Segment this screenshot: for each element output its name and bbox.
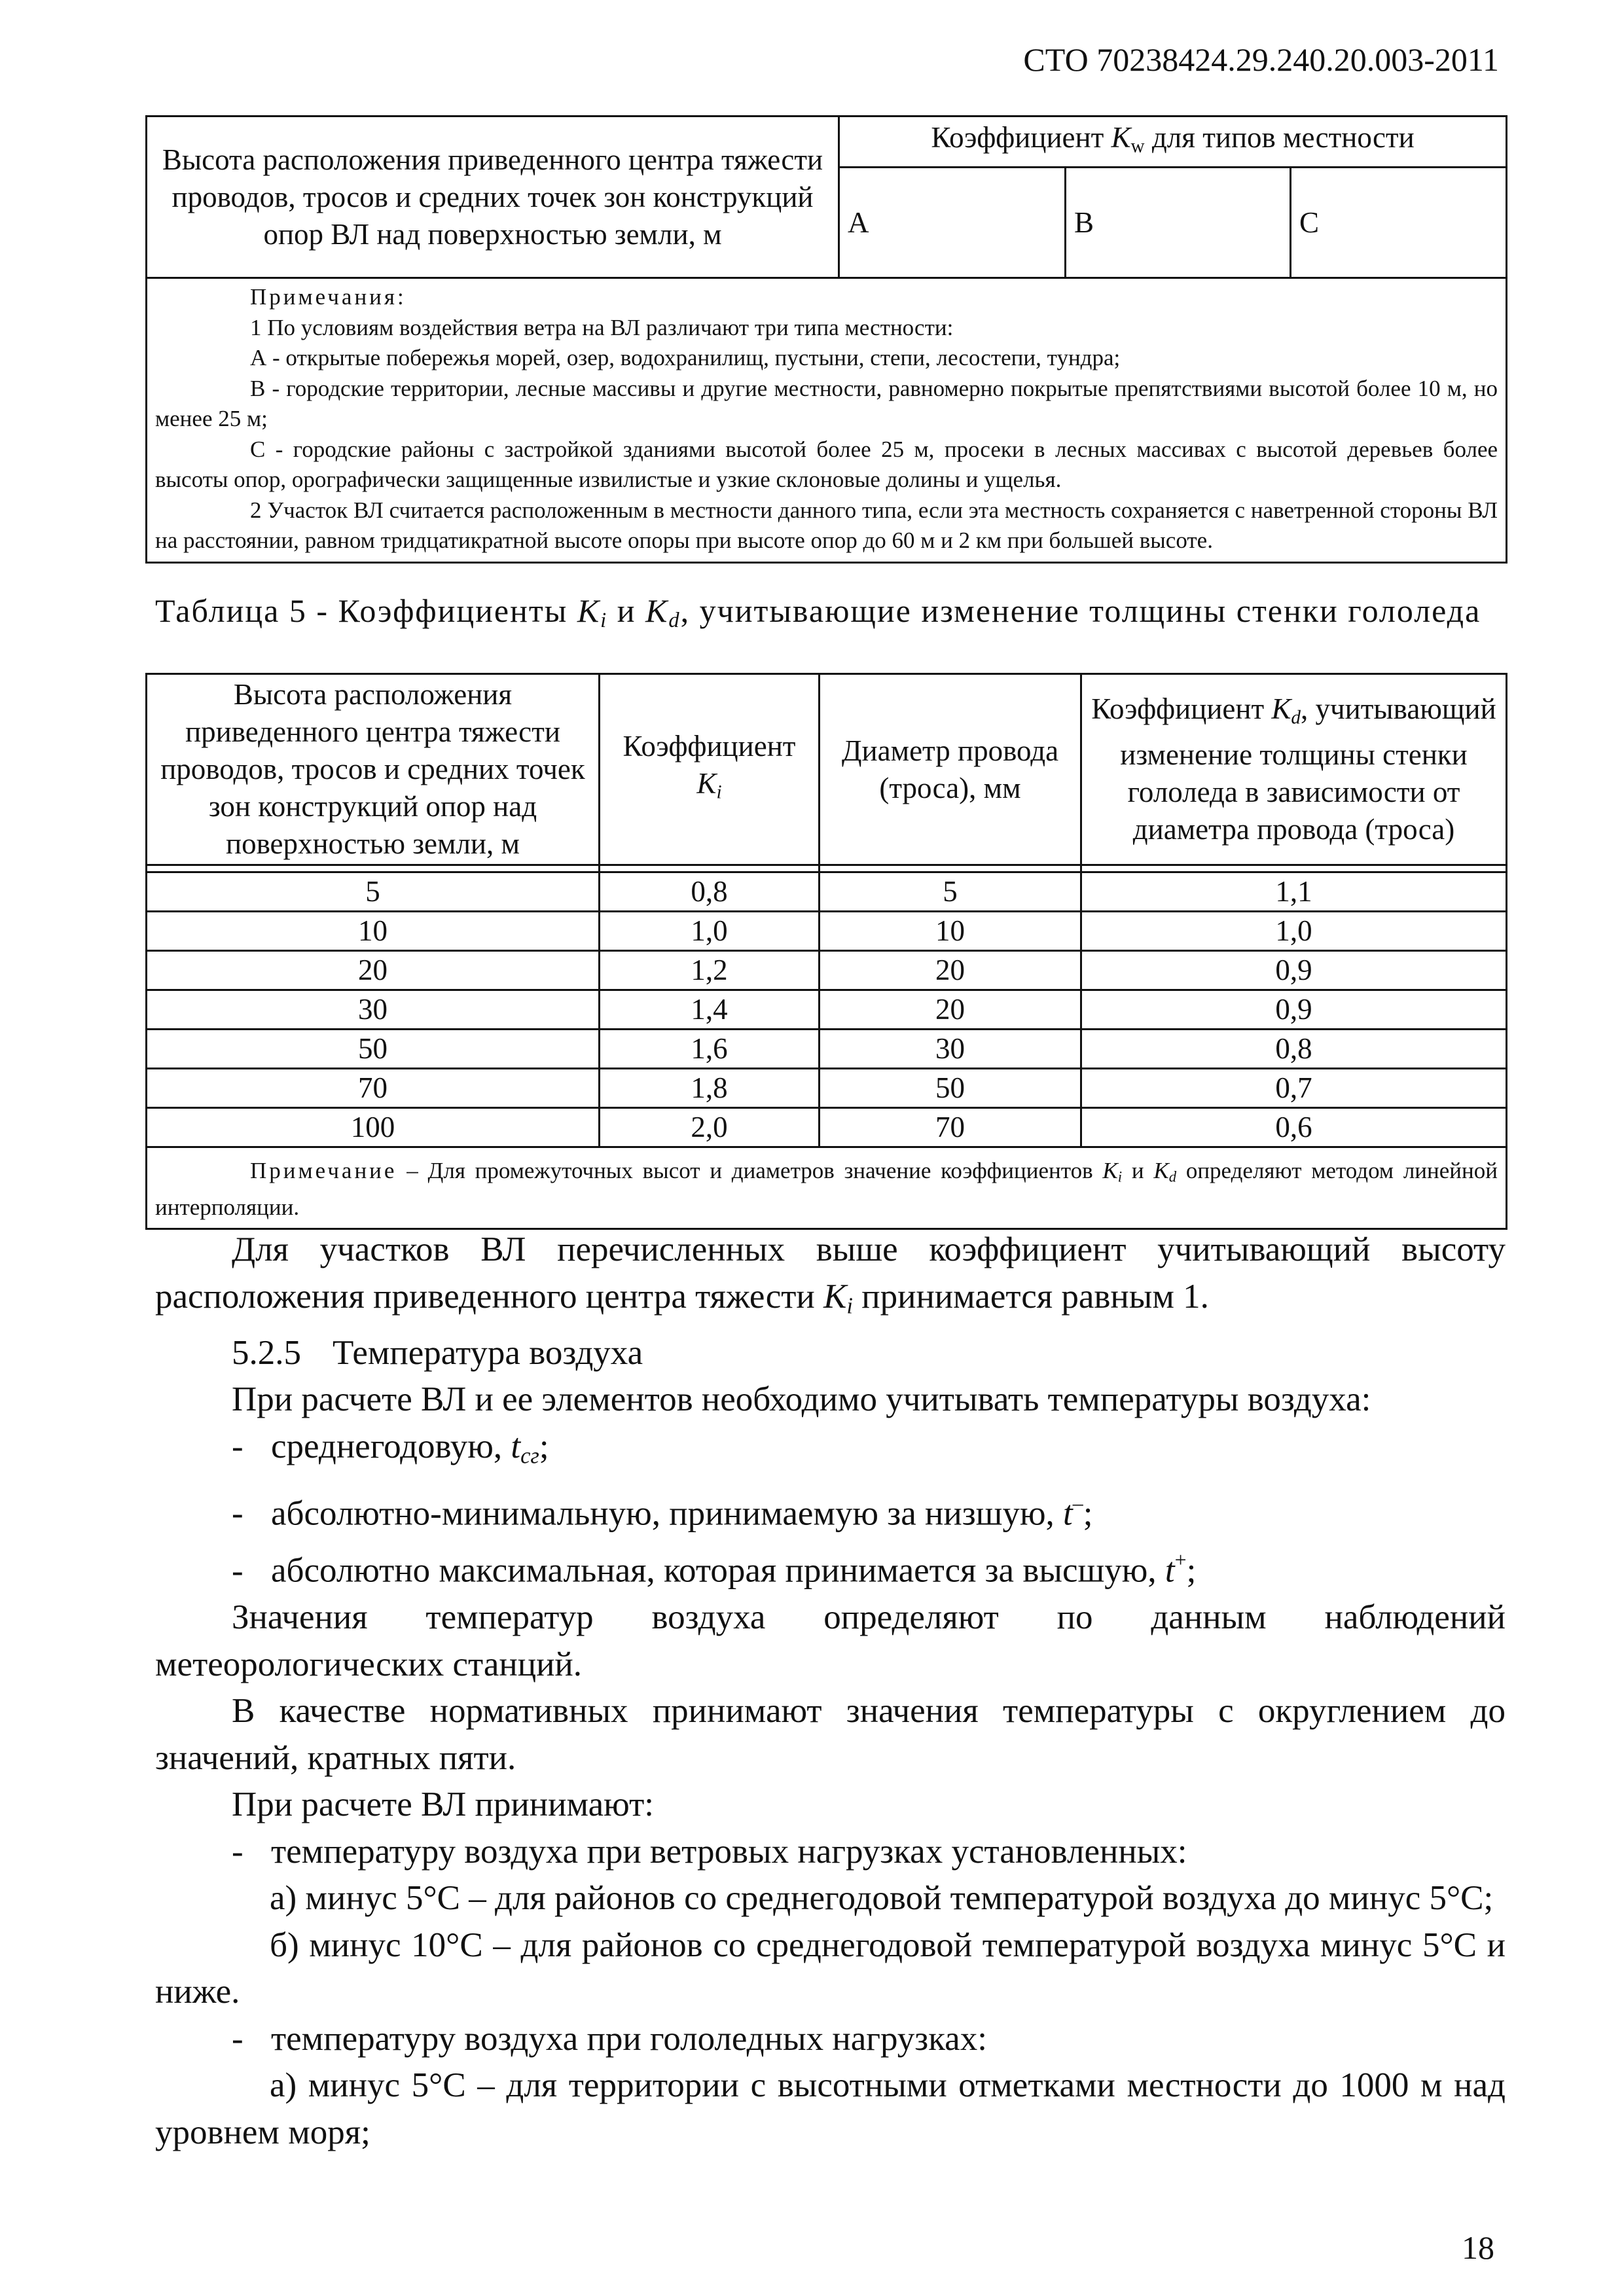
paragraph-meteo: Значения температур воздуха определяют по данным наблюдений метеорологических станций.	[155, 1598, 1506, 1683]
header-height-column: Высота расположения приведенного центра тяжести проводов, тросов и средних точек зон конструкций опор ВЛ над поверхностью земли, м	[147, 117, 839, 278]
header-ki: Коэффициент $K_i$	[600, 674, 820, 865]
note-1c: С - городские районы с застройкой зданиями высотой более 25 м, просеки в лесных массивах с высотой деревьев более высоты опор, орографически защищенные извилистые и узкие склоновые долины и ущелья.	[155, 436, 1498, 493]
table5-caption: Таблица 5 - Коэффициенты $K_i$ и $K_d$, учитывающие изменение толщины стенки гололеда	[155, 592, 1481, 633]
section-number: 5.2.5	[232, 1333, 301, 1372]
sub-item-wind-b: б) минус 10°С – для районов со среднегодовой температурой воздуха минус 5°С и ниже.	[155, 1926, 1506, 2011]
sub-item-wind-a: а) минус 5°С – для районов со среднегодовой температурой воздуха до минус 5°С;	[270, 1879, 1494, 1918]
notes-title: Примечания:	[250, 284, 406, 310]
table5-note: Примечание – Для промежуточных высот и диаметров значение коэффициентов $K_i$ и $K_d$ определяют методом линейной интерполяции.	[147, 1147, 1507, 1229]
note-2: 2 Участок ВЛ считается расположенным в местности данного типа, если эта местность сохраняется с наветренной стороны ВЛ на расстоянии, равном тридцатикратной высоте опоры при высоте опор до 60 м и 2 км при большей высоте.	[155, 497, 1498, 554]
terrain-type-c: C	[1291, 168, 1507, 278]
paragraph-calc: При расчете ВЛ принимают:	[232, 1785, 654, 1824]
sub-item-ice-a: а) минус 5°С – для территории с высотными отметками местности до 1000 м над уровнем моря;	[155, 2066, 1506, 2151]
paragraph-rounding: В качестве нормативных принимают значения температуры с округлением до значений, кратных пяти.	[155, 1692, 1506, 1777]
terrain-type-b: B	[1066, 168, 1291, 278]
note-1: 1 По условиям воздействия ветра на ВЛ различают три типа местности:	[250, 314, 954, 340]
paragraph-ki: Для участков ВЛ перечисленных выше коэффициент учитывающий высоту расположения приведенного центра тяжести $K_i$ принимается равным 1.	[155, 1230, 1506, 1319]
table-row: 5 0,8 5 1,1	[147, 872, 1507, 912]
body-text	[155, 1227, 1506, 2156]
page-number: 18	[1462, 2229, 1494, 2266]
header-kd: Коэффициент $K_d$, учитывающий изменение толщины стенки гололеда в зависимости от диаметра провода (троса)	[1081, 674, 1507, 865]
list-item: - абсолютно-минимальную, принимаемую за низшую, t–;	[232, 1491, 1093, 1532]
document-code: СТО 70238424.29.240.20.003-2011	[1023, 41, 1499, 78]
table-row: 70 1,8 50 0,7	[147, 1069, 1507, 1108]
table-row: 20 1,2 20 0,9	[147, 951, 1507, 990]
note-1a: А - открытые побережья морей, озер, водохранилищ, пустыни, степи, лесостепи, тундра;	[250, 345, 1121, 371]
paragraph-temperatures: При расчете ВЛ и ее элементов необходимо учитывать температуры воздуха:	[232, 1380, 1371, 1419]
header-height: Высота расположения приведенного центра тяжести проводов, тросов и средних точек зон конструкций опор над поверхностью земли, м	[147, 674, 600, 865]
terrain-type-a: A	[839, 168, 1066, 278]
table-row: 30 1,4 20 0,9	[147, 990, 1507, 1030]
table5	[145, 673, 1507, 1230]
table-row: 50 1,6 30 0,8	[147, 1030, 1507, 1069]
section-heading	[155, 1330, 1506, 1377]
list-item: - температуру воздуха при гололедных нагрузках:	[232, 2019, 987, 2058]
list-item: - абсолютно максимальная, которая принимается за высшую, t+;	[232, 1549, 1197, 1590]
list-item: - среднегодовую, $t_{сг}$;	[232, 1427, 549, 1469]
header-kw-column: Коэффициент $K_w$ для типов местности	[839, 117, 1507, 168]
table-row: 100 2,0 70 0,6	[147, 1108, 1507, 1147]
list-item: - температуру воздуха при ветровых нагрузках установленных:	[232, 1832, 1187, 1871]
terrain-coefficient-table	[145, 115, 1507, 564]
section-title: Температура воздуха	[333, 1333, 643, 1372]
table-row: 10 1,0 10 1,0	[147, 912, 1507, 951]
note-1b: В - городские территории, лесные массивы и другие местности, равномерно покрытые препятствиями высотой более 10 м, но менее 25 м;	[155, 375, 1498, 432]
header-diameter: Диаметр провода (троса), мм	[820, 674, 1081, 865]
terrain-notes	[147, 278, 1507, 563]
